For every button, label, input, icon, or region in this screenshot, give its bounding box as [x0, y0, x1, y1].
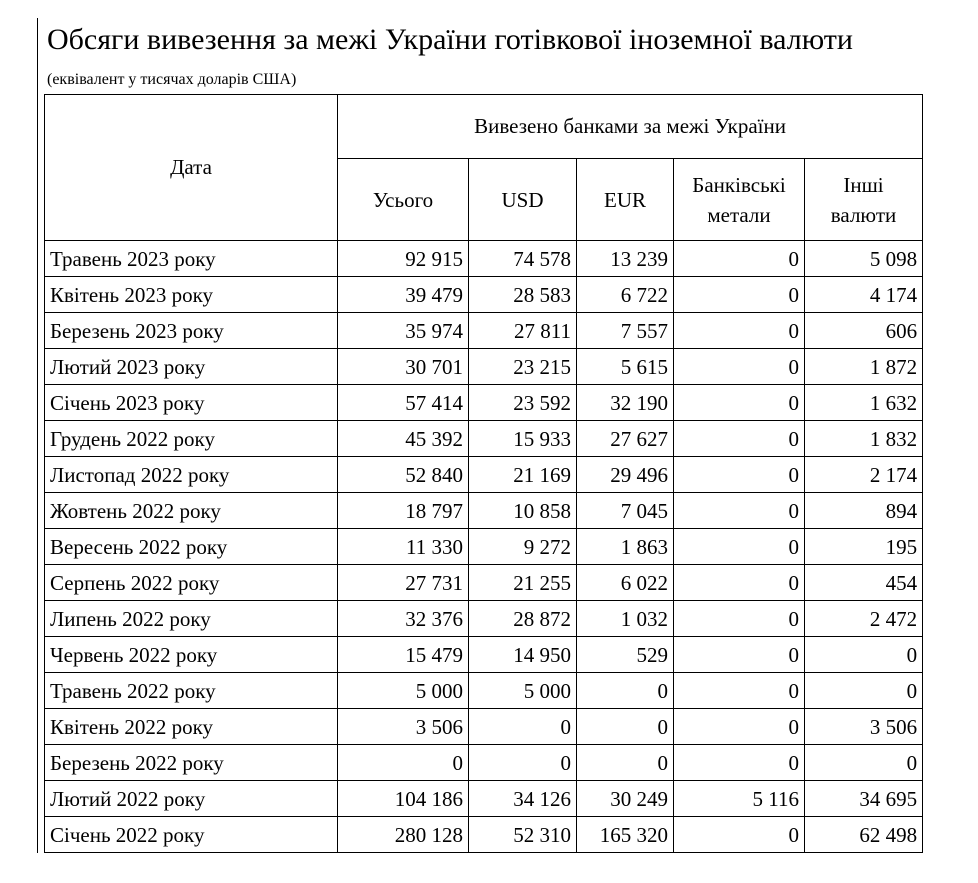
other-cell: 454: [805, 565, 923, 601]
other-cell: 0: [805, 637, 923, 673]
date-cell: Травень 2023 року: [45, 241, 338, 277]
metals-cell: 0: [674, 349, 805, 385]
eur-cell: 27 627: [577, 421, 674, 457]
table-row: [45, 565, 923, 601]
date-cell: Липень 2022 року: [45, 601, 338, 637]
total-cell: 18 797: [338, 493, 469, 529]
eur-cell: 7 045: [577, 493, 674, 529]
table-row: [45, 457, 923, 493]
usd-cell: 23 592: [469, 385, 577, 421]
table-row: [45, 277, 923, 313]
table-row: [45, 601, 923, 637]
date-cell: Листопад 2022 року: [45, 457, 338, 493]
date-cell: Березень 2022 року: [45, 745, 338, 781]
table-row: [45, 781, 923, 817]
metals-cell: 0: [674, 421, 805, 457]
eur-cell: 165 320: [577, 817, 674, 853]
table-row: [45, 421, 923, 457]
column-header-total: Усього: [338, 159, 469, 241]
date-cell: Червень 2022 року: [45, 637, 338, 673]
currency-export-table: [44, 94, 923, 853]
total-cell: 39 479: [338, 277, 469, 313]
total-cell: 0: [338, 745, 469, 781]
total-cell: 104 186: [338, 781, 469, 817]
eur-cell: 0: [577, 673, 674, 709]
eur-cell: 1 863: [577, 529, 674, 565]
table-row: [45, 349, 923, 385]
metals-cell: 0: [674, 709, 805, 745]
total-cell: 11 330: [338, 529, 469, 565]
other-cell: 2 472: [805, 601, 923, 637]
eur-cell: 0: [577, 745, 674, 781]
total-cell: 30 701: [338, 349, 469, 385]
usd-cell: 14 950: [469, 637, 577, 673]
total-cell: 45 392: [338, 421, 469, 457]
usd-cell: 15 933: [469, 421, 577, 457]
other-cell: 4 174: [805, 277, 923, 313]
page-subtitle: (еквівалент у тисячах доларів США): [47, 71, 297, 88]
usd-cell: 10 858: [469, 493, 577, 529]
metals-cell: 0: [674, 277, 805, 313]
table-row: [45, 241, 923, 277]
usd-cell: 0: [469, 709, 577, 745]
page-title: Обсяги вивезення за межі України готівкової іноземної валюти: [47, 23, 853, 56]
eur-cell: 30 249: [577, 781, 674, 817]
usd-cell: 34 126: [469, 781, 577, 817]
eur-cell: 32 190: [577, 385, 674, 421]
table-row: [45, 385, 923, 421]
date-cell: Жовтень 2022 року: [45, 493, 338, 529]
usd-cell: 0: [469, 745, 577, 781]
table-row: [45, 493, 923, 529]
table-header-row: [45, 95, 923, 159]
date-cell: Грудень 2022 року: [45, 421, 338, 457]
date-cell: Березень 2023 року: [45, 313, 338, 349]
metals-cell: 0: [674, 565, 805, 601]
total-cell: 92 915: [338, 241, 469, 277]
other-cell: 894: [805, 493, 923, 529]
eur-cell: 29 496: [577, 457, 674, 493]
other-cell: 2 174: [805, 457, 923, 493]
date-cell: Травень 2022 року: [45, 673, 338, 709]
column-header-eur: EUR: [577, 159, 674, 241]
other-cell: 1 632: [805, 385, 923, 421]
left-margin-rule: [37, 18, 38, 853]
metals-cell: 0: [674, 241, 805, 277]
usd-cell: 52 310: [469, 817, 577, 853]
table-row: [45, 673, 923, 709]
table-row: [45, 709, 923, 745]
column-header-other: Інші валюти: [805, 159, 923, 241]
metals-cell: 0: [674, 385, 805, 421]
total-cell: 3 506: [338, 709, 469, 745]
date-cell: Серпень 2022 року: [45, 565, 338, 601]
usd-cell: 21 255: [469, 565, 577, 601]
metals-cell: 0: [674, 457, 805, 493]
eur-cell: 6 722: [577, 277, 674, 313]
table-row: [45, 745, 923, 781]
total-cell: 15 479: [338, 637, 469, 673]
other-cell: 62 498: [805, 817, 923, 853]
eur-cell: 7 557: [577, 313, 674, 349]
usd-cell: 28 872: [469, 601, 577, 637]
date-cell: Січень 2022 року: [45, 817, 338, 853]
date-cell: Квітень 2023 року: [45, 277, 338, 313]
table-row: [45, 637, 923, 673]
total-cell: 27 731: [338, 565, 469, 601]
date-cell: Лютий 2022 року: [45, 781, 338, 817]
total-cell: 5 000: [338, 673, 469, 709]
eur-cell: 6 022: [577, 565, 674, 601]
total-cell: 35 974: [338, 313, 469, 349]
metals-cell: 0: [674, 673, 805, 709]
other-cell: 1 872: [805, 349, 923, 385]
total-cell: 52 840: [338, 457, 469, 493]
date-cell: Лютий 2023 року: [45, 349, 338, 385]
table-row: [45, 817, 923, 853]
metals-cell: 0: [674, 745, 805, 781]
group-header: Вивезено банками за межі України: [338, 95, 923, 159]
date-column-header: Дата: [45, 95, 338, 241]
usd-cell: 9 272: [469, 529, 577, 565]
date-cell: Січень 2023 року: [45, 385, 338, 421]
eur-cell: 1 032: [577, 601, 674, 637]
usd-cell: 28 583: [469, 277, 577, 313]
other-cell: 606: [805, 313, 923, 349]
other-cell: 3 506: [805, 709, 923, 745]
column-header-usd: USD: [469, 159, 577, 241]
usd-cell: 27 811: [469, 313, 577, 349]
total-cell: 32 376: [338, 601, 469, 637]
total-cell: 57 414: [338, 385, 469, 421]
usd-cell: 74 578: [469, 241, 577, 277]
eur-cell: 5 615: [577, 349, 674, 385]
eur-cell: 0: [577, 709, 674, 745]
table-row: [45, 529, 923, 565]
usd-cell: 21 169: [469, 457, 577, 493]
metals-cell: 0: [674, 817, 805, 853]
metals-cell: 0: [674, 601, 805, 637]
table-body: [45, 241, 923, 853]
date-cell: Квітень 2022 року: [45, 709, 338, 745]
table-row: [45, 313, 923, 349]
column-header-metals: Банківські метали: [674, 159, 805, 241]
total-cell: 280 128: [338, 817, 469, 853]
metals-cell: 0: [674, 313, 805, 349]
metals-cell: 0: [674, 493, 805, 529]
other-cell: 1 832: [805, 421, 923, 457]
eur-cell: 529: [577, 637, 674, 673]
other-cell: 5 098: [805, 241, 923, 277]
metals-cell: 0: [674, 637, 805, 673]
metals-cell: 0: [674, 529, 805, 565]
other-cell: 0: [805, 745, 923, 781]
other-cell: 34 695: [805, 781, 923, 817]
other-cell: 195: [805, 529, 923, 565]
usd-cell: 5 000: [469, 673, 577, 709]
other-cell: 0: [805, 673, 923, 709]
usd-cell: 23 215: [469, 349, 577, 385]
eur-cell: 13 239: [577, 241, 674, 277]
metals-cell: 5 116: [674, 781, 805, 817]
date-cell: Вересень 2022 року: [45, 529, 338, 565]
